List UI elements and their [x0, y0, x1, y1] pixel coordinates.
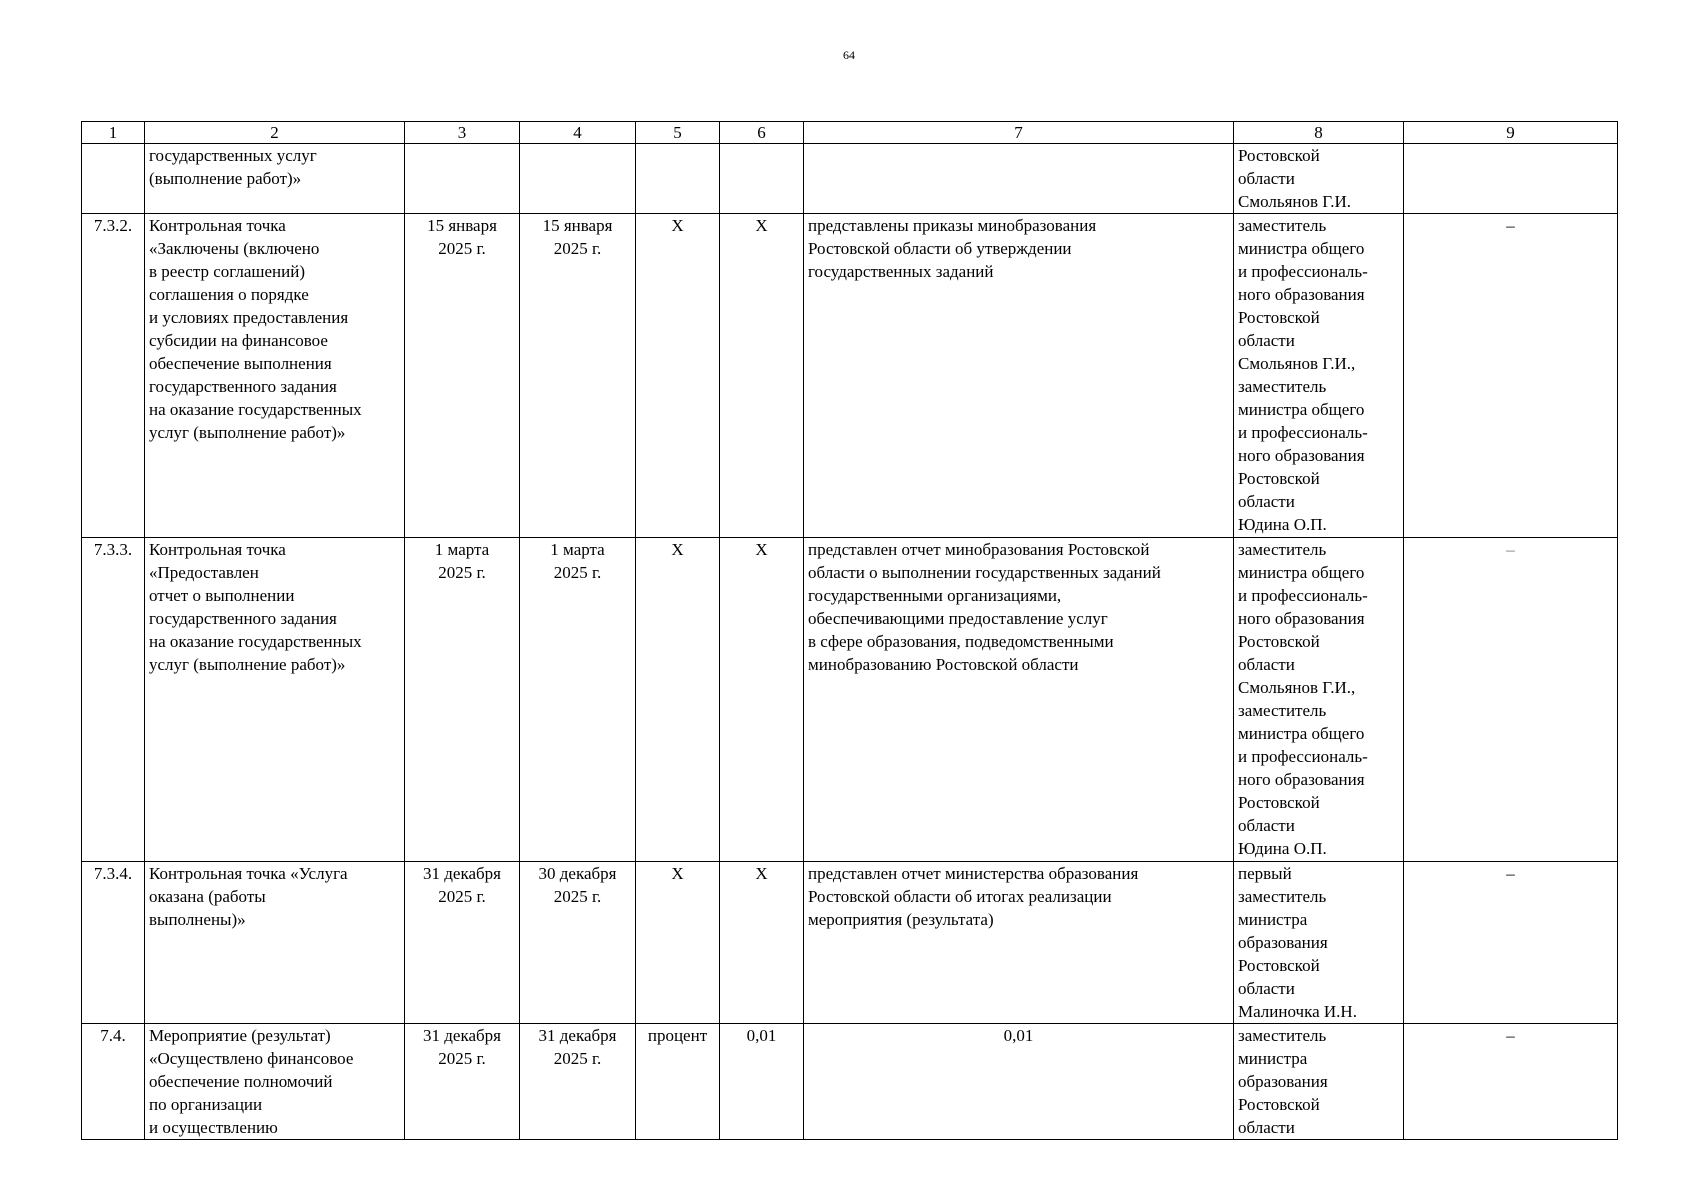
- item-name: Контрольная точка «Предоставлен отчет о выполнении государственного задания на оказание государственных услуг (выполнение работ)»: [145, 538, 405, 862]
- description: представлен отчет минобразования Ростовской области о выполнении государственных заданий государственными организациями, обеспечивающими предоставление услуг в сфере образования, подведомственными минобразованию Ростовской области: [804, 538, 1234, 862]
- end-date: 15 января 2025 г.: [520, 214, 636, 538]
- indicator-value: Х: [720, 538, 804, 862]
- column-number: 2: [145, 122, 405, 144]
- responsible: Ростовской области Смольянов Г.И.: [1234, 144, 1404, 214]
- page-number: 64: [843, 48, 855, 62]
- row-number: 7.4.: [82, 1024, 145, 1140]
- note: [1404, 144, 1618, 214]
- end-date: 30 декабря 2025 г.: [520, 862, 636, 1024]
- unit: [636, 144, 720, 214]
- row-number: 7.3.4.: [82, 862, 145, 1024]
- column-number: 9: [1404, 122, 1618, 144]
- description: представлены приказы минобразования Ростовской области об утверждении государственных заданий: [804, 214, 1234, 538]
- column-number-row: [82, 122, 1618, 144]
- indicator-value: [720, 144, 804, 214]
- end-date: 1 марта 2025 г.: [520, 538, 636, 862]
- unit: Х: [636, 538, 720, 862]
- start-date: 31 декабря 2025 г.: [405, 862, 520, 1024]
- start-date: 1 марта 2025 г.: [405, 538, 520, 862]
- item-name: Мероприятие (результат) «Осуществлено финансовое обеспечение полномочий по организации и осуществлению: [145, 1024, 405, 1140]
- indicator-value: Х: [720, 862, 804, 1024]
- table-row: [82, 144, 1618, 214]
- start-date: [405, 144, 520, 214]
- description: представлен отчет министерства образования Ростовской области об итогах реализации мероприятия (результата): [804, 862, 1234, 1024]
- unit: процент: [636, 1024, 720, 1140]
- responsible: заместитель министра общего и профессиональ- ного образования Ростовской области Смольянов Г.И., заместитель министра общего и профессиональ- ного образования Ростовской области Юдина О.П.: [1234, 538, 1404, 862]
- item-name: Контрольная точка «Услуга оказана (работы выполнены)»: [145, 862, 405, 1024]
- unit: Х: [636, 214, 720, 538]
- description: [804, 144, 1234, 214]
- column-number: 8: [1234, 122, 1404, 144]
- column-number: 7: [804, 122, 1234, 144]
- responsible: заместитель министра общего и профессиональ- ного образования Ростовской области Смольянов Г.И., заместитель министра общего и профессиональ- ного образования Ростовской области Юдина О.П.: [1234, 214, 1404, 538]
- table-row: [82, 862, 1618, 1024]
- column-number: 5: [636, 122, 720, 144]
- item-name: государственных услуг (выполнение работ)»: [145, 144, 405, 214]
- plan-table: [81, 121, 1618, 1140]
- table-row: [82, 1024, 1618, 1140]
- column-number: 3: [405, 122, 520, 144]
- row-number: 7.3.3.: [82, 538, 145, 862]
- table-row: [82, 214, 1618, 538]
- note: –: [1404, 1024, 1618, 1140]
- start-date: 31 декабря 2025 г.: [405, 1024, 520, 1140]
- column-number: 6: [720, 122, 804, 144]
- description: 0,01: [804, 1024, 1234, 1140]
- note: –: [1404, 538, 1618, 862]
- row-number: 7.3.2.: [82, 214, 145, 538]
- end-date: 31 декабря 2025 г.: [520, 1024, 636, 1140]
- column-number: 4: [520, 122, 636, 144]
- end-date: [520, 144, 636, 214]
- indicator-value: 0,01: [720, 1024, 804, 1140]
- table-row: [82, 538, 1618, 862]
- row-number: [82, 144, 145, 214]
- column-number: 1: [82, 122, 145, 144]
- unit: Х: [636, 862, 720, 1024]
- start-date: 15 января 2025 г.: [405, 214, 520, 538]
- item-name: Контрольная точка «Заключены (включено в реестр соглашений) соглашения о порядке и условиях предоставления субсидии на финансовое обеспечение выполнения государственного задания на оказание государственных услуг (выполнение работ)»: [145, 214, 405, 538]
- indicator-value: Х: [720, 214, 804, 538]
- responsible: первый заместитель министра образования Ростовской области Малиночка И.Н.: [1234, 862, 1404, 1024]
- responsible: заместитель министра образования Ростовской области: [1234, 1024, 1404, 1140]
- note: –: [1404, 214, 1618, 538]
- note: –: [1404, 862, 1618, 1024]
